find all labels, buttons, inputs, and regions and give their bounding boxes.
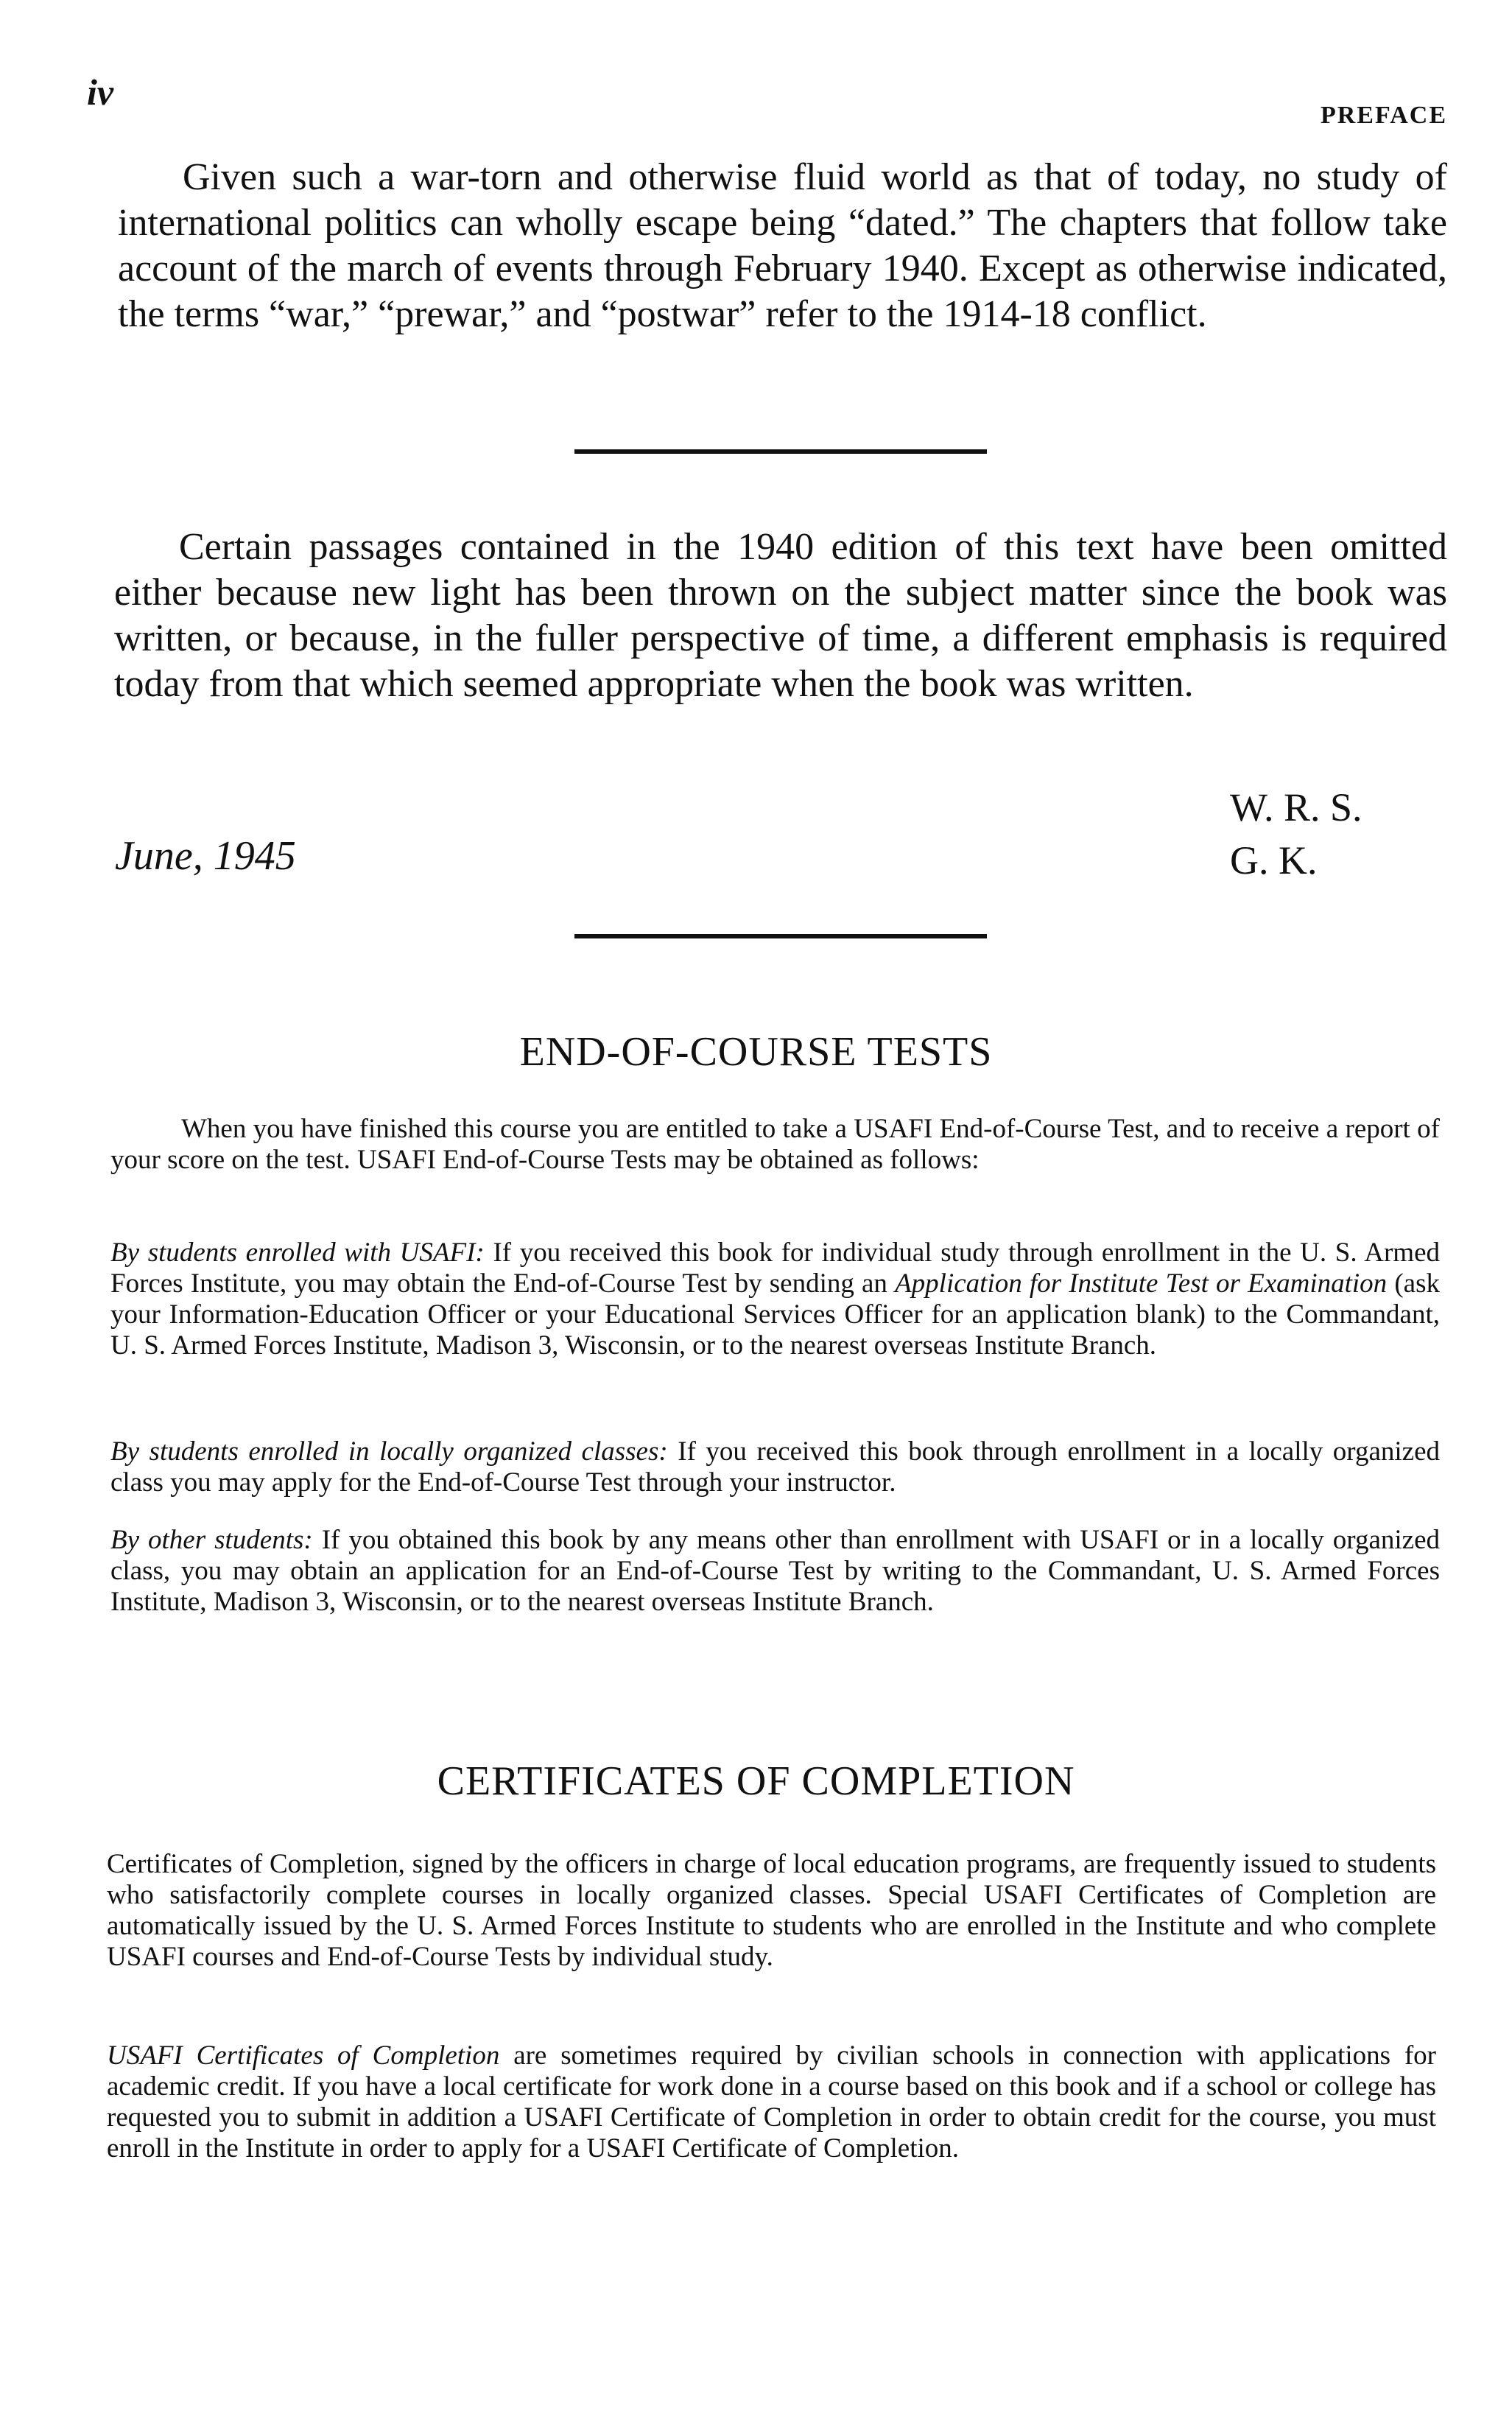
tests-local-label: By students enrolled in locally organized classes: (110, 1436, 668, 1467)
certificates-paragraph-text: are sometimes required by civilian schools in connection with applications for academic credit. If you have a local certificate for work done in a course based on this book and if a school or college has requested you to submit in addition a USAFI Certificate of Completion in order to obtain credit for the course, you must enroll in the Institute in order to apply for a USAFI Certificate of Completion. (107, 2040, 1437, 2163)
tests-usafi-text: If you received this book for individual study through enrollment in the U. S. Armed Forces Institute, you may obtain the End-of-Course Test by sending an (110, 1238, 1441, 1299)
tests-other-text: If you obtained this book by any means other than enrollment with USAFI or in a locally organized class, you may obtain an application for an End-of-Course Test by writing to the Commandant, U. S. Armed Forces Institute, Madison 3, Wisconsin, or to the nearest overseas Institute Branch. (110, 1525, 1440, 1617)
tests-other-paragraph (110, 1525, 1440, 1618)
section-heading-certificates: CERTIFICATES OF COMPLETION (437, 1758, 1075, 1804)
tests-usafi-text-2: (ask your Information-Education Officer or your Educational Services Officer for an application blank) to the Commandant, U. S. Armed Forces Institute, Madison 3, Wisconsin, or to the nearest overseas Institute Branch. (110, 1268, 1440, 1361)
certificates-paragraph (107, 1849, 1436, 1973)
certificates-paragraph-text: Certificates of Completion, signed by the officers in charge of local education programs, are frequently issued to students who satisfactorily complete courses in locally organized classes. Special USAFI Certificates of Completion are automatically issued by the U. S. Armed Forces Institute to students who are enrolled in the Institute and who complete USAFI courses and End-of-Course Tests by individual study. (107, 1849, 1436, 1972)
section-heading-tests: END-OF-COURSE TESTS (519, 1029, 993, 1075)
tests-local-paragraph (110, 1436, 1440, 1498)
author-initials-1: W. R. S. (1230, 785, 1362, 829)
section-divider (574, 934, 987, 938)
preface-paragraph (118, 155, 1447, 337)
preface-date: June, 1945 (115, 833, 296, 879)
running-head: PREFACE (1320, 102, 1447, 129)
preface-paragraph-text: Certain passages contained in the 1940 edition of this text have been omitted either because new light has been thrown on the subject matter since the book was written, or because, in the fuller perspective of time, a different emphasis is required today from that which seemed appropriate when the book was written. (114, 526, 1447, 705)
tests-usafi-paragraph (110, 1238, 1440, 1361)
section-divider (574, 449, 987, 454)
preface-paragraph (114, 524, 1447, 707)
tests-intro-text: When you have finished this course you are entitled to take a USAFI End-of-Course Test, and to receive a report of your score on the test. USAFI End-of-Course Tests may be obtained as follows: (110, 1114, 1440, 1175)
author-initials (1230, 781, 1362, 887)
tests-usafi-form-name: Application for Institute Test or Examination (895, 1268, 1388, 1299)
tests-usafi-label: By students enrolled with USAFI: (110, 1238, 485, 1268)
certificates-label: USAFI Certificates of Completion (107, 2040, 500, 2071)
tests-intro-paragraph (110, 1114, 1440, 1176)
preface-paragraph-text: Given such a war-torn and otherwise fluid world as that of today, no study of international politics can wholly escape being “dated.” The chapters that follow take account of the march of events through February 1940. Except as otherwise indicated, the terms “war,” “prewar,” and “postwar” refer to the 1914-18 conflict. (118, 156, 1447, 335)
tests-local-text: If you received this book through enrollment in a locally organized class you may apply for the End-of-Course Test through your instructor. (110, 1436, 1440, 1498)
page-number: iv (87, 71, 114, 113)
author-initials-2: G. K. (1230, 838, 1318, 882)
certificates-paragraph (107, 2040, 1436, 2164)
tests-other-label: By other students: (110, 1525, 313, 1555)
